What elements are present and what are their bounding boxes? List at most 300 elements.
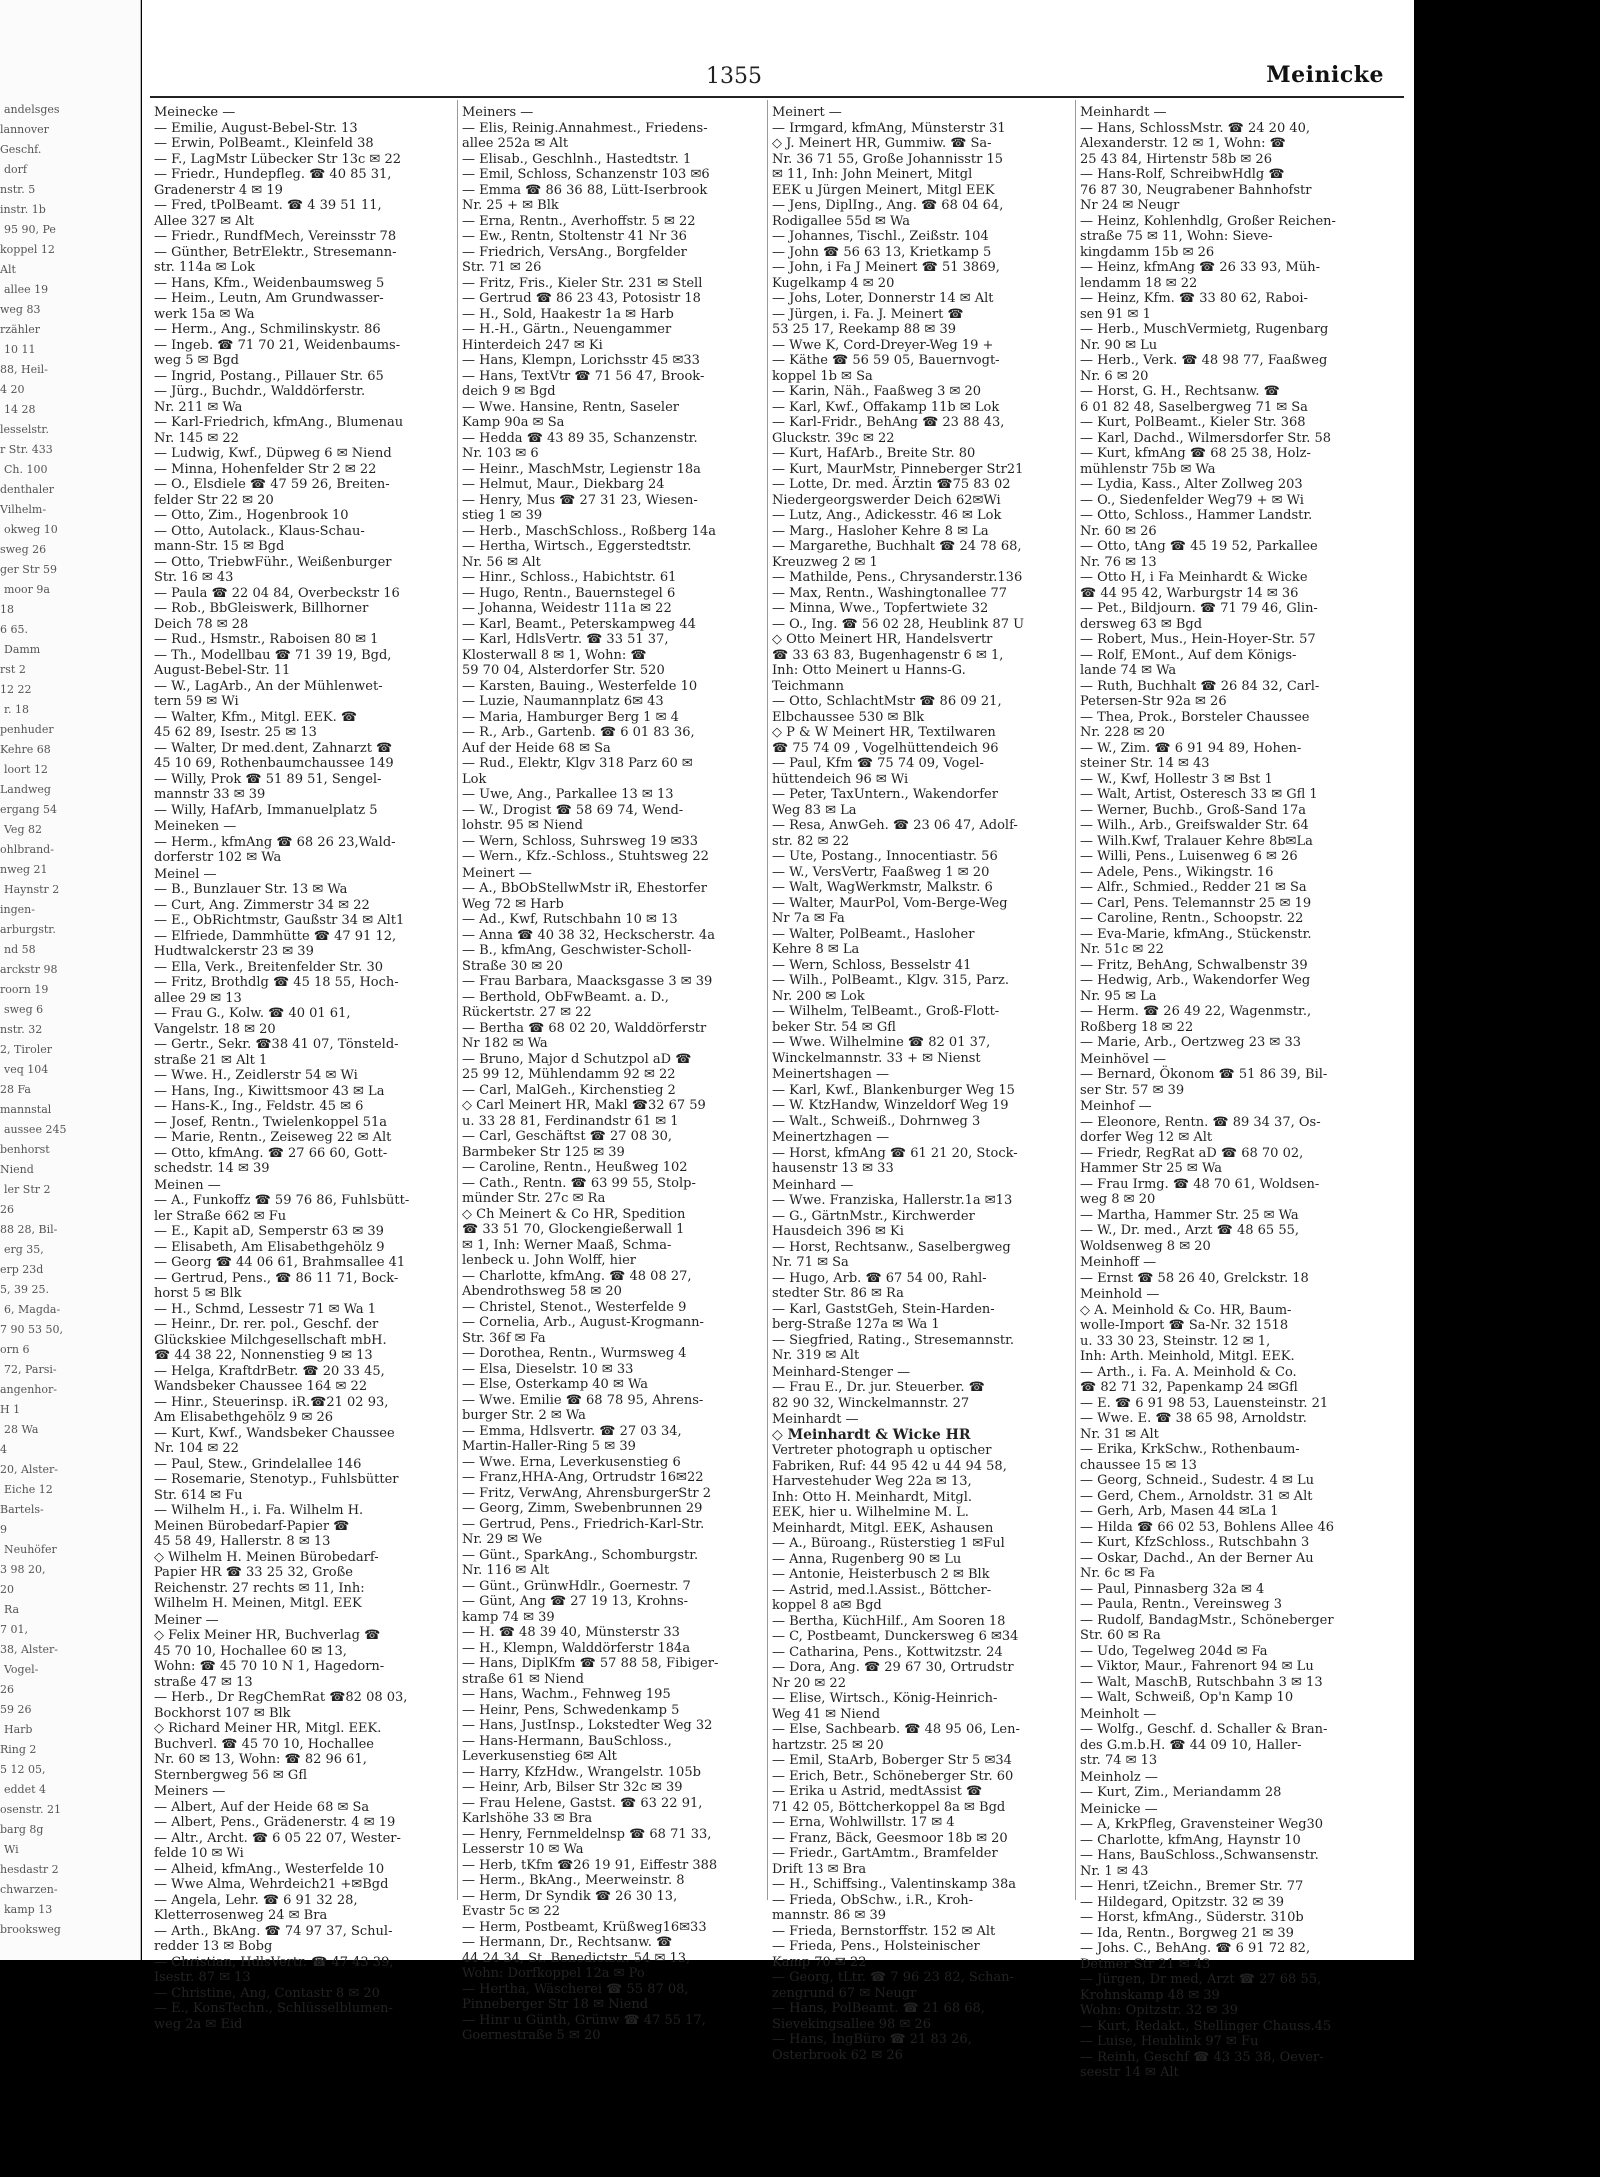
margin-fragment: Vilhelm-: [0, 503, 47, 516]
directory-entry: Nr. 1 ✉ 43: [1080, 1863, 1149, 1879]
directory-entry: — Marie, Rentn., Zeiseweg 22 ✉ Alt: [154, 1130, 392, 1145]
directory-entry: — Herm., BkAng., Meerweinstr. 8: [462, 1873, 685, 1888]
directory-entry: — Berthold, ObFwBeamt. a. D.,: [462, 989, 669, 1005]
directory-entry: — Erna, Wohlwillstr. 17 ✉ 4: [772, 1815, 955, 1830]
directory-entry: — Bernard, Ökonom ☎ 51 86 39, Bil-: [1080, 1067, 1328, 1082]
directory-entry: Nr. 116 ✉ Alt: [462, 1563, 550, 1578]
directory-entry: ☎ 44 95 42, Warburgstr 14 ✉ 36: [1080, 585, 1299, 601]
directory-entry: — F., LagMstr Lübecker Str 13c ✉ 22: [154, 151, 401, 167]
surname-heading: Meinhardt —: [772, 1412, 859, 1427]
margin-fragment: 38, Alster-: [0, 1643, 59, 1656]
directory-entry: — Gerd, Chem., Arnoldstr. 31 ✉ Alt: [1080, 1488, 1313, 1504]
directory-entry: — Emil, Schloss, Schanzenstr 103 ✉6: [462, 167, 710, 182]
directory-entry: Nr. 104 ✉ 22: [154, 1441, 239, 1456]
directory-entry: — Wwe. Erna, Leverkusenstieg 6: [462, 1454, 681, 1470]
directory-entry: 45 62 89, Isestr. 25 ✉ 13: [154, 725, 317, 740]
directory-entry: ☎ 33 63 83, Bugenhagenstr 6 ✉ 1,: [772, 647, 1004, 663]
margin-fragment: Haynstr 2: [4, 883, 60, 896]
directory-entry: — Horst, Rechtsanw., Saselbergweg: [772, 1239, 1011, 1255]
directory-entry: — Christian, HdlsVertr. ☎ 47 43 39,: [154, 1954, 394, 1970]
directory-entry: burger Str. 2 ✉ Wa: [462, 1408, 586, 1423]
directory-entry: Isestr. 87 ✉ 13: [154, 1970, 251, 1985]
directory-entry: — Fritz, VerwAng, AhrensburgerStr 2: [462, 1485, 712, 1501]
directory-entry: — Ad., Kwf, Rutschbahn 10 ✉ 13: [462, 912, 678, 927]
directory-entry: Kreuzweg 2 ✉ 1: [772, 554, 878, 570]
directory-entry: — Herb., MuschVermietg, Rugenbarg: [1080, 322, 1329, 337]
directory-entry: — Altr., Archt. ☎ 6 05 22 07, Wester-: [154, 1830, 401, 1846]
directory-entry: — Paul, Stew., Grindelallee 146: [154, 1456, 362, 1472]
directory-entry: — A., BbObStellwMstr iR, Ehestorfer: [462, 881, 708, 896]
directory-entry: — Horst, G. H., Rechtsanw. ☎: [1080, 384, 1280, 399]
directory-entry: Nr 20 ✉ 22: [772, 1675, 846, 1691]
directory-entry: Gluckstr. 39c ✉ 22: [772, 430, 895, 446]
margin-fragment: Kehre 68: [0, 743, 51, 756]
directory-entry: — Th., Modellbau ☎ 71 39 19, Bgd,: [154, 647, 392, 663]
directory-entry: — Rosemarie, Stenotyp., Fuhlsbütter: [154, 1472, 399, 1487]
directory-entry: Lok: [462, 771, 487, 787]
directory-entry: — Willy, Prok ☎ 51 89 51, Sengel-: [154, 771, 382, 787]
margin-fragment: arburgstr.: [0, 923, 56, 936]
directory-entry: Wohn: Opitzstr. 32 ✉ 39: [1080, 2003, 1238, 2018]
directory-entry: — Hertha, Wäscherei ☎ 55 87 08,: [462, 1981, 689, 1997]
directory-entry: — Gertrud, Pens., Friedrich-Karl-Str.: [462, 1516, 705, 1532]
directory-entry: — Frieda, Pens., Holsteinischer: [772, 1939, 980, 1954]
directory-entry: ☎ 44 38 22, Nonnenstieg 9 ✉ 13: [154, 1348, 373, 1363]
directory-entry: Nr. 56 ✉ Alt: [462, 554, 541, 570]
directory-entry: ☎ 33 51 70, Glockengießerwall 1: [462, 1222, 685, 1237]
directory-entry: — Emil, StaArb, Boberger Str 5 ✉34: [772, 1753, 1012, 1768]
margin-fragment: Bartels-: [0, 1503, 44, 1516]
directory-entry: — Hans, Klempn, Lorichsstr 45 ✉33: [462, 353, 700, 368]
margin-fragment: aussee 245: [4, 1123, 67, 1136]
directory-entry: — Hans, SchlossMstr. ☎ 24 20 40,: [1080, 120, 1311, 136]
directory-entry: Nr. 228 ✉ 20: [1080, 725, 1165, 740]
directory-entry: — Minna, Hohenfelder Str 2 ✉ 22: [154, 461, 377, 477]
margin-fragment: Eiche 12: [4, 1483, 53, 1496]
directory-entry: Harvestehuder Weg 22a ✉ 13,: [772, 1474, 972, 1489]
directory-entry: Str. 60 ✉ Ra: [1080, 1628, 1161, 1643]
directory-entry: — W., Zim. ☎ 6 91 94 89, Hohen-: [1080, 740, 1302, 756]
listing-column-1: [154, 104, 454, 2032]
directory-entry: — Wwe. Franziska, Hallerstr.1a ✉13: [772, 1193, 1013, 1208]
directory-entry: Hammer Str 25 ✉ Wa: [1080, 1161, 1222, 1176]
directory-entry: redder 13 ✉ Bobg: [154, 1939, 273, 1954]
directory-entry: weg 8 ✉ 20: [1080, 1192, 1156, 1207]
directory-entry: Nr. 51c ✉ 22: [1080, 942, 1164, 957]
directory-entry: mannstr. 86 ✉ 39: [772, 1908, 887, 1923]
margin-fragment: Alt: [0, 263, 16, 276]
column-divider: [767, 100, 768, 1900]
directory-entry: — Hans-K., Ing., Feldstr. 45 ✉ 6: [154, 1099, 364, 1114]
surname-heading: Meinholz —: [1080, 1769, 1158, 1785]
directory-entry: ◇ Otto Meinert HR, Handelsvertr: [772, 632, 993, 647]
directory-entry: — Alfr., Schmied., Redder 21 ✉ Sa: [1080, 880, 1307, 895]
directory-entry: — Rudolf, BandagMstr., Schöneberger: [1080, 1612, 1334, 1628]
surname-heading: Meinert —: [462, 865, 532, 881]
directory-entry: — E., Kapit aD, Semperstr 63 ✉ 39: [154, 1224, 384, 1239]
directory-entry: — Frau E., Dr. jur. Steuerber. ☎: [772, 1380, 985, 1395]
directory-entry: — Karsten, Bauing., Westerfelde 10: [462, 678, 698, 694]
margin-fragment: Ra: [4, 1603, 20, 1616]
surname-heading: Meiners —: [462, 105, 534, 120]
directory-entry: — Herm., kfmAng ☎ 68 26 23,Wald-: [154, 834, 396, 850]
directory-entry: — Wwe. Emilie ☎ 68 78 95, Ahrens-: [462, 1392, 704, 1408]
directory-entry: münder Str. 27c ✉ Ra: [462, 1191, 606, 1206]
directory-entry: — A, KrkPfleg, Gravensteiner Weg30: [1080, 1817, 1324, 1832]
directory-entry: ✉ 11, Inh: John Meinert, Mitgl: [772, 167, 973, 182]
directory-entry: — E. ☎ 6 91 98 53, Lauensteinstr. 21: [1080, 1395, 1329, 1411]
directory-entry: — Hans, Ing., Kiwittsmoor 43 ✉ La: [154, 1083, 385, 1099]
margin-fragment: eddet 4: [4, 1783, 47, 1796]
directory-entry: — Max, Rentn., Washingtonallee 77: [772, 585, 1008, 601]
page-number: 1355: [706, 64, 762, 89]
directory-entry: — Gerh, Arb, Masen 44 ✉La 1: [1080, 1504, 1279, 1519]
directory-entry: — Hans, Kfm., Weidenbaumsweg 5: [154, 275, 385, 291]
directory-entry: zengrund 67 ✉ Neugr: [772, 1985, 917, 2001]
directory-entry: — Heinr, Pens, Schwedenkamp 5: [462, 1702, 680, 1718]
directory-entry: — Georg, Zimm, Swebenbrunnen 29: [462, 1501, 703, 1516]
directory-entry: Roßberg 18 ✉ 22: [1080, 1019, 1194, 1035]
directory-entry: Bockhorst 107 ✉ Blk: [154, 1705, 291, 1721]
directory-entry: — Hans-Rolf, SchreibwHdlg ☎: [1080, 167, 1285, 182]
directory-entry: — Margarethe, Buchhalt ☎ 24 78 68,: [772, 539, 1022, 554]
directory-entry: — Günther, BetrElektr., Stresemann-: [154, 244, 397, 260]
directory-entry: — Gertrud, Pens., ☎ 86 11 71, Bock-: [154, 1270, 399, 1286]
directory-entry: — John, i Fa J Meinert ☎ 51 3869,: [772, 260, 1000, 275]
directory-entry: — Oskar, Dachd., An der Berner Au: [1080, 1550, 1314, 1566]
directory-entry: — Kurt, KfzSchloss., Rutschbahn 3: [1080, 1535, 1310, 1550]
directory-entry: — O., Siedenfelder Weg79 + ✉ Wi: [1080, 492, 1304, 508]
directory-entry: Rückertstr. 27 ✉ 22: [462, 1005, 592, 1020]
directory-entry: 25 99 12, Mühlendamm 92 ✉ 22: [462, 1067, 676, 1082]
margin-fragment: roorn 19: [0, 983, 49, 996]
directory-entry: Inh: Otto H. Meinhardt, Mitgl.: [772, 1489, 973, 1505]
directory-entry: — Mathilde, Pens., Chrysanderstr.136: [772, 570, 1023, 585]
directory-entry: ◇ Felix Meiner HR, Buchverlag ☎: [154, 1628, 381, 1643]
directory-entry: ser Str. 57 ✉ 39: [1080, 1082, 1185, 1098]
listing-column-3: [772, 104, 1072, 2063]
directory-entry: — Kurt, HafArb., Breite Str. 80: [772, 446, 976, 461]
directory-entry: Str. 36f ✉ Fa: [462, 1330, 546, 1346]
directory-entry: — Wilh., PolBeamt., Klgv. 315, Parz.: [772, 973, 1009, 988]
directory-entry: — Emilie, August-Bebel-Str. 13: [154, 120, 358, 136]
directory-entry: — Frieda, Bernstorffstr. 152 ✉ Alt: [772, 1923, 996, 1939]
margin-fragment: 59 26: [0, 1703, 32, 1716]
directory-entry: — Günt., GrünwHdlr., Goernestr. 7: [462, 1578, 691, 1594]
directory-entry: Nr. 29 ✉ We: [462, 1532, 543, 1547]
directory-entry: Nr. 71 ✉ Sa: [772, 1255, 849, 1270]
directory-entry: — Elis, Reinig.Annahmest., Friedens-: [462, 120, 708, 136]
directory-entry: — Curt, Ang. Zimmerstr 34 ✉ 22: [154, 897, 370, 913]
directory-entry: Wohn: Dorfkoppel 12a ✉ Po: [462, 1966, 645, 1981]
directory-entry: — Pet., Bildjourn. ☎ 71 79 46, Glin-: [1080, 601, 1318, 616]
directory-entry: — Cath., Rentn. ☎ 63 99 55, Stolp-: [462, 1175, 696, 1191]
surname-heading: Meinhövel —: [1080, 1051, 1167, 1067]
directory-entry: — Erna, Rentn., Averhoffstr. 5 ✉ 22: [462, 213, 696, 229]
directory-entry: — Kurt, Zim., Meriandamm 28: [1080, 1785, 1282, 1800]
directory-entry: — Wilhelm H., i. Fa. Wilhelm H.: [154, 1503, 364, 1518]
directory-entry: — Ute, Postang., Innocentiastr. 56: [772, 849, 998, 864]
directory-entry: straße 61 ✉ Niend: [462, 1671, 584, 1687]
directory-entry: — Hans, PolBeamt. ☎ 21 68 68,: [772, 2001, 985, 2016]
directory-entry: Drift 13 ✉ Bra: [772, 1861, 867, 1877]
surname-heading: Meinhard-Stenger —: [772, 1364, 911, 1380]
margin-fragment: 28 Wa: [4, 1423, 39, 1436]
directory-entry: weg 2a ✉ Eid: [154, 2016, 243, 2032]
directory-entry: — Friedr., Hundepfleg. ☎ 40 85 31,: [154, 167, 392, 182]
directory-entry: u. 33 28 81, Ferdinandstr 61 ✉ 1: [462, 1113, 679, 1129]
directory-entry: Goernestraße 5 ✉ 20: [462, 2028, 601, 2043]
directory-entry: — Albert, Pens., Grädenerstr. 4 ✉ 19: [154, 1815, 396, 1830]
directory-entry: — Kurt, Kwf., Wandsbeker Chaussee: [154, 1425, 395, 1441]
margin-fragment: 7 90 53 50,: [0, 1323, 63, 1336]
directory-entry: 82 90 32, Winckelmannstr. 27: [772, 1395, 970, 1411]
directory-entry: stedter Str. 86 ✉ Ra: [772, 1286, 904, 1301]
directory-entry: — Gertrud ☎ 86 23 43, Potosistr 18: [462, 291, 701, 306]
directory-entry: — Wwe. E. ☎ 38 65 98, Arnoldstr.: [1080, 1411, 1307, 1426]
directory-entry: — H., Sold, Haakestr 1a ✉ Harb: [462, 306, 674, 322]
directory-entry: Elbchaussee 530 ✉ Blk: [772, 709, 925, 725]
directory-entry: Nr. 76 ✉ 13: [1080, 554, 1157, 570]
directory-entry: 45 70 10, Hochallee 60 ✉ 13,: [154, 1643, 347, 1659]
directory-entry: Nr. 200 ✉ Lok: [772, 988, 865, 1004]
directory-entry: — Karl, Dachd., Wilmersdorfer Str. 58: [1080, 430, 1332, 446]
directory-entry: mühlenstr 75b ✉ Wa: [1080, 461, 1216, 477]
directory-entry: koppel 1b ✉ Sa: [772, 368, 873, 384]
directory-entry: Str. 614 ✉ Fu: [154, 1487, 243, 1503]
directory-entry: Hausdeich 396 ✉ Ki: [772, 1224, 904, 1239]
directory-entry: — Eleonore, Rentn. ☎ 89 34 37, Os-: [1080, 1114, 1321, 1130]
left-page-margin: [0, 0, 141, 1960]
surname-heading: Meinhof —: [1080, 1099, 1152, 1114]
directory-entry: — Wern, Schloss, Besselstr 41: [772, 957, 972, 973]
margin-fragment: sweg 26: [0, 543, 47, 556]
directory-entry: — E., KonsTechn., Schlüsselblumen-: [154, 2001, 393, 2016]
directory-entry: — Wwe. Wilhelmine ☎ 82 01 37,: [772, 1035, 991, 1050]
margin-fragment: koppel 12: [0, 243, 55, 256]
directory-entry: — H., Schiffsing., Valentinskamp 38a: [772, 1877, 1017, 1892]
margin-fragment: ohlbrand-: [0, 843, 54, 856]
directory-entry: — Thea, Prok., Borsteler Chaussee: [1080, 709, 1310, 725]
directory-entry: Reichenstr. 27 rechts ✉ 11, Inh:: [154, 1580, 365, 1596]
directory-entry: — Wern., Kfz.-Schloss., Stuhtsweg 22: [462, 849, 709, 864]
directory-entry: — Christel, Stenot., Westerfelde 9: [462, 1299, 687, 1315]
directory-entry: — Hans, JustInsp., Lokstedter Weg 32: [462, 1718, 713, 1733]
directory-entry: — Heinz, Kfm. ☎ 33 80 62, Raboi-: [1080, 291, 1308, 306]
directory-entry: felder Str 22 ✉ 20: [154, 492, 274, 508]
margin-fragment: r. 18: [4, 703, 30, 716]
directory-entry: — Frau Irmg. ☎ 48 70 61, Woldsen-: [1080, 1176, 1320, 1192]
directory-entry: — R., Arb., Gartenb. ☎ 6 01 83 36,: [462, 725, 695, 740]
directory-entry: — Luzie, Naumannplatz 6✉ 43: [462, 694, 664, 709]
directory-entry: Kamp 70 ✉ 22: [772, 1954, 867, 1970]
margin-fragment: angenhor-: [0, 1383, 57, 1396]
surname-heading: Meinholt —: [1080, 1706, 1157, 1722]
directory-entry: straße 47 ✉ 13: [154, 1674, 253, 1690]
margin-fragment: 26: [0, 1683, 14, 1696]
directory-entry: — W., Kwf, Hollestr 3 ✉ Bst 1: [1080, 771, 1273, 787]
margin-fragment: hesdastr 2: [0, 1863, 59, 1876]
directory-entry: — Wwe K, Cord-Dreyer-Weg 19 +: [772, 337, 994, 353]
directory-entry: — Helga, KraftdrBetr. ☎ 20 33 45,: [154, 1363, 385, 1379]
directory-entry: — Else, Sachbearb. ☎ 48 95 06, Len-: [772, 1722, 1020, 1737]
directory-entry: hüttendeich 96 ✉ Wi: [772, 771, 909, 787]
directory-entry: — Karl-Friedrich, kfmAng., Blumenau: [154, 415, 404, 430]
directory-entry: steiner Str. 14 ✉ 43: [1080, 756, 1210, 771]
directory-entry: ☎ 75 74 09 , Vogelhüttendeich 96: [772, 740, 999, 756]
directory-entry: Sternbergweg 56 ✉ Gfl: [154, 1767, 307, 1783]
directory-entry: Deich 78 ✉ 28: [154, 616, 249, 632]
directory-entry: Teichmann: [772, 678, 844, 694]
directory-entry: Str. 71 ✉ 26: [462, 260, 542, 275]
directory-entry: Kehre 8 ✉ La: [772, 942, 860, 957]
directory-entry: — Käthe ☎ 56 59 05, Bauernvogt-: [772, 353, 1000, 368]
directory-entry: — Karl, Kwf., Offakamp 11b ✉ Lok: [772, 399, 1000, 415]
directory-entry: — John ☎ 56 63 13, Krietkamp 5: [772, 244, 992, 260]
directory-entry: — Catharina, Pens., Kottwitzstr. 24: [772, 1644, 1003, 1660]
directory-entry: — Heinz, Kohlenhdlg, Großer Reichen-: [1080, 213, 1336, 229]
directory-entry: — Friedrich, VersAng., Borgfelder: [462, 244, 687, 260]
margin-fragment: nweg 21: [0, 863, 48, 876]
directory-entry: — Hans, BauSchloss.,Schwansenstr.: [1080, 1848, 1319, 1863]
directory-entry: hausenstr 13 ✉ 33: [772, 1161, 894, 1176]
directory-entry: — Willy, HafArb, Immanuelplatz 5: [154, 802, 378, 818]
directory-entry: — Werner, Buchb., Groß-Sand 17a: [1080, 802, 1307, 818]
margin-fragment: okweg 10: [4, 523, 58, 536]
directory-entry: Meinhardt, Mitgl. EEK, Ashausen: [772, 1520, 994, 1536]
directory-entry: — Willi, Pens., Luisenweg 6 ✉ 26: [1080, 849, 1298, 864]
directory-entry: — Karl, GaststGeh, Stein-Harden-: [772, 1301, 995, 1317]
directory-entry: Evastr 5c ✉ 22: [462, 1904, 561, 1919]
margin-fragment: 28 Fa: [0, 1083, 31, 1096]
directory-entry: — H.-H., Gärtn., Neuengammer: [462, 322, 672, 337]
directory-entry: — Wwe. Hansine, Rentn, Saseler: [462, 399, 680, 415]
directory-entry: — W., LagArb., An der Mühlenwet-: [154, 678, 383, 694]
directory-entry: — Uwe, Ang., Parkallee 13 ✉ 13: [462, 787, 674, 802]
directory-entry: — Friedr., GartAmtm., Bramfelder: [772, 1846, 998, 1861]
directory-entry: allee 252a ✉ Alt: [462, 136, 569, 151]
directory-entry: ☎ 82 71 32, Papenkamp 24 ✉Gfl: [1080, 1380, 1298, 1395]
directory-entry: — Maria, Hamburger Berg 1 ✉ 4: [462, 709, 679, 725]
directory-entry: lande 74 ✉ Wa: [1080, 663, 1177, 678]
directory-entry: — Frau Helene, Gastst. ☎ 63 22 91,: [462, 1795, 703, 1811]
margin-fragment: veq 104: [4, 1063, 49, 1076]
directory-entry: — O., Elsdiele ☎ 47 59 26, Breiten-: [154, 477, 390, 492]
directory-entry: — Walter, Dr med.dent, Zahnarzt ☎: [154, 740, 393, 756]
directory-entry: mann-Str. 15 ✉ Bgd: [154, 539, 285, 554]
directory-entry: Nr. 6 ✉ 20: [1080, 368, 1149, 384]
directory-entry: — W., Dr. med., Arzt ☎ 48 65 55,: [1080, 1223, 1299, 1238]
directory-entry: — Walter, PolBeamt., Hasloher: [772, 926, 975, 942]
directory-entry: Wilhelm H. Meinen, Mitgl. EEK: [154, 1596, 362, 1611]
directory-entry: Vangelstr. 18 ✉ 20: [154, 1021, 276, 1037]
directory-entry: Nr. 95 ✉ La: [1080, 988, 1157, 1004]
directory-entry: — Karl-Fridr., BehAng ☎ 23 88 43,: [772, 415, 1005, 430]
margin-fragment: 20: [0, 1583, 14, 1596]
directory-entry: — Karl, Kwf., Blankenburger Weg 15: [772, 1082, 1015, 1098]
directory-entry: EEK, hier u. Wilhelmine M. L.: [772, 1505, 969, 1520]
directory-entry: — H., Schmd, Lessestr 71 ✉ Wa 1: [154, 1301, 377, 1317]
directory-entry: — Else, Osterkamp 40 ✉ Wa: [462, 1377, 648, 1392]
directory-entry: — Irmgard, kfmAng, Münsterstr 31: [772, 120, 1006, 136]
directory-entry: — Siegfried, Rating., Stresemannstr.: [772, 1332, 1015, 1348]
directory-entry: — Arth., i. Fa. A. Meinhold & Co.: [1080, 1364, 1297, 1380]
directory-entry: — Bruno, Major d Schutzpol aD ☎: [462, 1051, 692, 1067]
directory-entry: Nr 182 ✉ Wa: [462, 1036, 548, 1051]
directory-entry: — G., GärtnMstr., Kirchwerder: [772, 1208, 975, 1224]
directory-entry: — Caroline, Rentn., Schoopstr. 22: [1080, 911, 1304, 926]
margin-fragment: benhorst: [0, 1143, 50, 1156]
directory-entry: — Walt, MaschB, Rutschbahn 3 ✉ 13: [1080, 1674, 1323, 1690]
directory-entry: — Wern, Schloss, Suhrsweg 19 ✉33: [462, 833, 699, 849]
surname-heading: Meinen —: [154, 1177, 221, 1193]
directory-entry: ler Straße 662 ✉ Fu: [154, 1208, 287, 1224]
directory-entry: Woldsenweg 8 ✉ 20: [1080, 1238, 1211, 1254]
directory-entry: — Otto, kfmAng. ☎ 27 66 60, Gott-: [154, 1145, 388, 1161]
directory-entry: Meinen Bürobedarf-Papier ☎: [154, 1518, 350, 1534]
directory-entry: stieg 1 ✉ 39: [462, 508, 543, 523]
directory-entry: Pinneberger Str 18 ✉ Niend: [462, 1997, 649, 2012]
directory-entry: — Viktor, Maur., Fahrenort 94 ✉ Lu: [1080, 1659, 1314, 1674]
directory-entry: Glückskiee Milchgesellschaft mbH.: [154, 1332, 387, 1348]
directory-entry: — Kurt, MaurMstr, Pinneberger Str21: [772, 461, 1024, 477]
directory-entry: — Albert, Auf der Heide 68 ✉ Sa: [154, 1799, 370, 1815]
directory-page: [142, 0, 1414, 2080]
directory-entry: — Marie, Arb., Oertzweg 23 ✉ 33: [1080, 1035, 1301, 1050]
directory-entry: — Walt, WagWerkmstr, Malkstr. 6: [772, 880, 993, 895]
directory-entry: — Hugo, Rentn., Bauernstegel 6: [462, 585, 676, 601]
directory-entry: — Henri, tZeichn., Bremer Str. 77: [1080, 1879, 1304, 1894]
directory-entry: — Ludwig, Kwf., Düpweg 6 ✉ Niend: [154, 446, 392, 461]
directory-entry: — Otto, Schloss., Hammer Landstr.: [1080, 508, 1313, 523]
directory-entry: — Hermann, Dr., Rechtsanw. ☎: [462, 1935, 673, 1950]
directory-entry: Hinterdeich 247 ✉ Ki: [462, 337, 603, 353]
directory-entry: — Jürgen, i. Fa. J. Meinert ☎: [772, 306, 964, 322]
header-rule: [150, 96, 1404, 98]
directory-entry: — Elsa, Dieselstr. 10 ✉ 33: [462, 1361, 634, 1377]
directory-entry: Nr 24 ✉ Neugr: [1080, 198, 1180, 213]
margin-fragment: nstr. 5: [0, 183, 36, 196]
margin-fragment: Wi: [4, 1843, 19, 1856]
directory-entry: Sievekingsallee 98 ✉ 26: [772, 2016, 932, 2032]
margin-fragment: 95 90, Pe: [4, 223, 56, 236]
directory-entry: — Martha, Hammer Str. 25 ✉ Wa: [1080, 1207, 1299, 1223]
margin-fragment: 6 65.: [0, 623, 28, 636]
directory-entry: — Paula ☎ 22 04 84, Overbeckstr 16: [154, 585, 400, 601]
directory-entry: Kugelkamp 4 ✉ 20: [772, 275, 895, 291]
directory-entry: — Cornelia, Arb., August-Krogmann-: [462, 1315, 704, 1330]
directory-entry: — Rud., Elektr, Klgv 318 Parz 60 ✉: [462, 756, 693, 771]
directory-entry: 76 87 30, Neugrabener Bahnhofstr: [1080, 182, 1312, 198]
listing-column-4: [1080, 104, 1380, 2080]
margin-fragment: 3 98 20,: [0, 1563, 46, 1576]
directory-entry: — Erika, KrkSchw., Rothenbaum-: [1080, 1442, 1300, 1457]
margin-fragment: weg 83: [0, 303, 41, 316]
directory-entry: — Hertha, Wirtsch., Eggerstedtstr.: [462, 539, 692, 554]
directory-entry: Gradenerstr 4 ✉ 19: [154, 182, 283, 198]
directory-entry: Nr. 6c ✉ Fa: [1080, 1566, 1156, 1581]
directory-entry: ◇ Meinhardt & Wicke HR: [772, 1426, 971, 1443]
directory-entry: Str. 16 ✉ 43: [154, 570, 234, 585]
directory-entry: — Josef, Rentn., Twielenkoppel 51a: [154, 1114, 388, 1130]
directory-entry: — W., Drogist ☎ 58 69 74, Wend-: [462, 802, 684, 818]
directory-entry: — Ernst ☎ 58 26 40, Grelckstr. 18: [1080, 1270, 1309, 1286]
directory-entry: — Horst, kfmAng ☎ 61 21 20, Stock-: [772, 1145, 1018, 1161]
directory-entry: lenbeck u. John Wolff, hier: [462, 1253, 637, 1268]
directory-entry: Buchverl. ☎ 45 70 10, Hochallee: [154, 1736, 375, 1752]
directory-entry: — Herm., Ang., Schmilinskystr. 86: [154, 322, 381, 337]
directory-entry: — Minna, Wwe., Topfertwiete 32: [772, 601, 989, 616]
